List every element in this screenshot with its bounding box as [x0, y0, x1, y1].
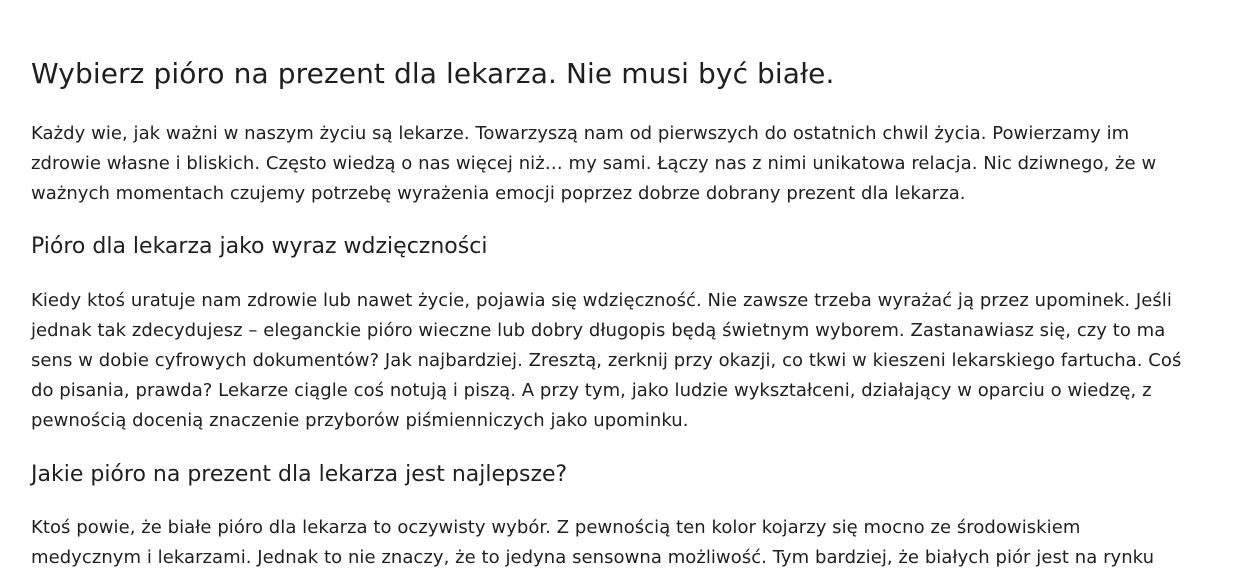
section-heading-gratitude: Pióro dla lekarza jako wyraz wdzięczności: [31, 234, 488, 259]
paragraph-line: do pisania, prawda? Lekarze ciągle coś notują i piszą. A przy tym, jako ludzie wykształceni, działający w oparciu o wiedzę, z: [31, 380, 1152, 401]
paragraph-line: ważnych momentach czujemy potrzebę wyrażenia emocji poprzez dobrze dobrany prezent dla lekarza.: [31, 183, 966, 204]
section-heading-best-pen: Jakie pióro na prezent dla lekarza jest najlepsze?: [31, 462, 568, 487]
paragraph-line: medycznym i lekarzami. Jednak to nie znaczy, że to jedyna sensowna możliwość. Tym bardziej, że białych piór jest na rynku: [31, 547, 1155, 568]
paragraph-line: jednak tak zdecydujesz – eleganckie pióro wieczne lub dobry długopis będą świetnym wyborem. Zastanawiasz się, czy to ma: [31, 320, 1166, 341]
paragraph-line: Ktoś powie, że białe pióro dla lekarza to oczywisty wybór. Z pewnością ten kolor kojarzy się mocno ze środowiskiem: [31, 517, 1081, 538]
best-pen-paragraph: [31, 513, 1231, 573]
paragraph-line: zdrowie własne i bliskich. Często wiedzą o nas więcej niż… my sami. Łączy nas z nimi unikatowa relacja. Nic dziwnego, że w: [31, 153, 1157, 174]
paragraph-line: pewnością docenią znaczenie przyborów piśmienniczych jako upominku.: [31, 410, 689, 431]
paragraph-line: Każdy wie, jak ważni w naszym życiu są lekarze. Towarzyszą nam od pierwszych do ostatnich chwil życia. Powierzamy im: [31, 123, 1130, 144]
gratitude-paragraph: [31, 286, 1231, 436]
intro-paragraph: [31, 119, 1231, 209]
paragraph-line: sens w dobie cyfrowych dokumentów? Jak najbardziej. Zresztą, zerknij przy okazji, co tkwi w kieszeni lekarskiego fartucha. Coś: [31, 350, 1182, 371]
article-title: Wybierz pióro na prezent dla lekarza. Nie musi być białe.: [31, 57, 835, 90]
paragraph-line: Kiedy ktoś uratuje nam zdrowie lub nawet życie, pojawia się wdzięczność. Nie zawsze trzeba wyrażać ją przez upominek. Jeśli: [31, 290, 1172, 311]
